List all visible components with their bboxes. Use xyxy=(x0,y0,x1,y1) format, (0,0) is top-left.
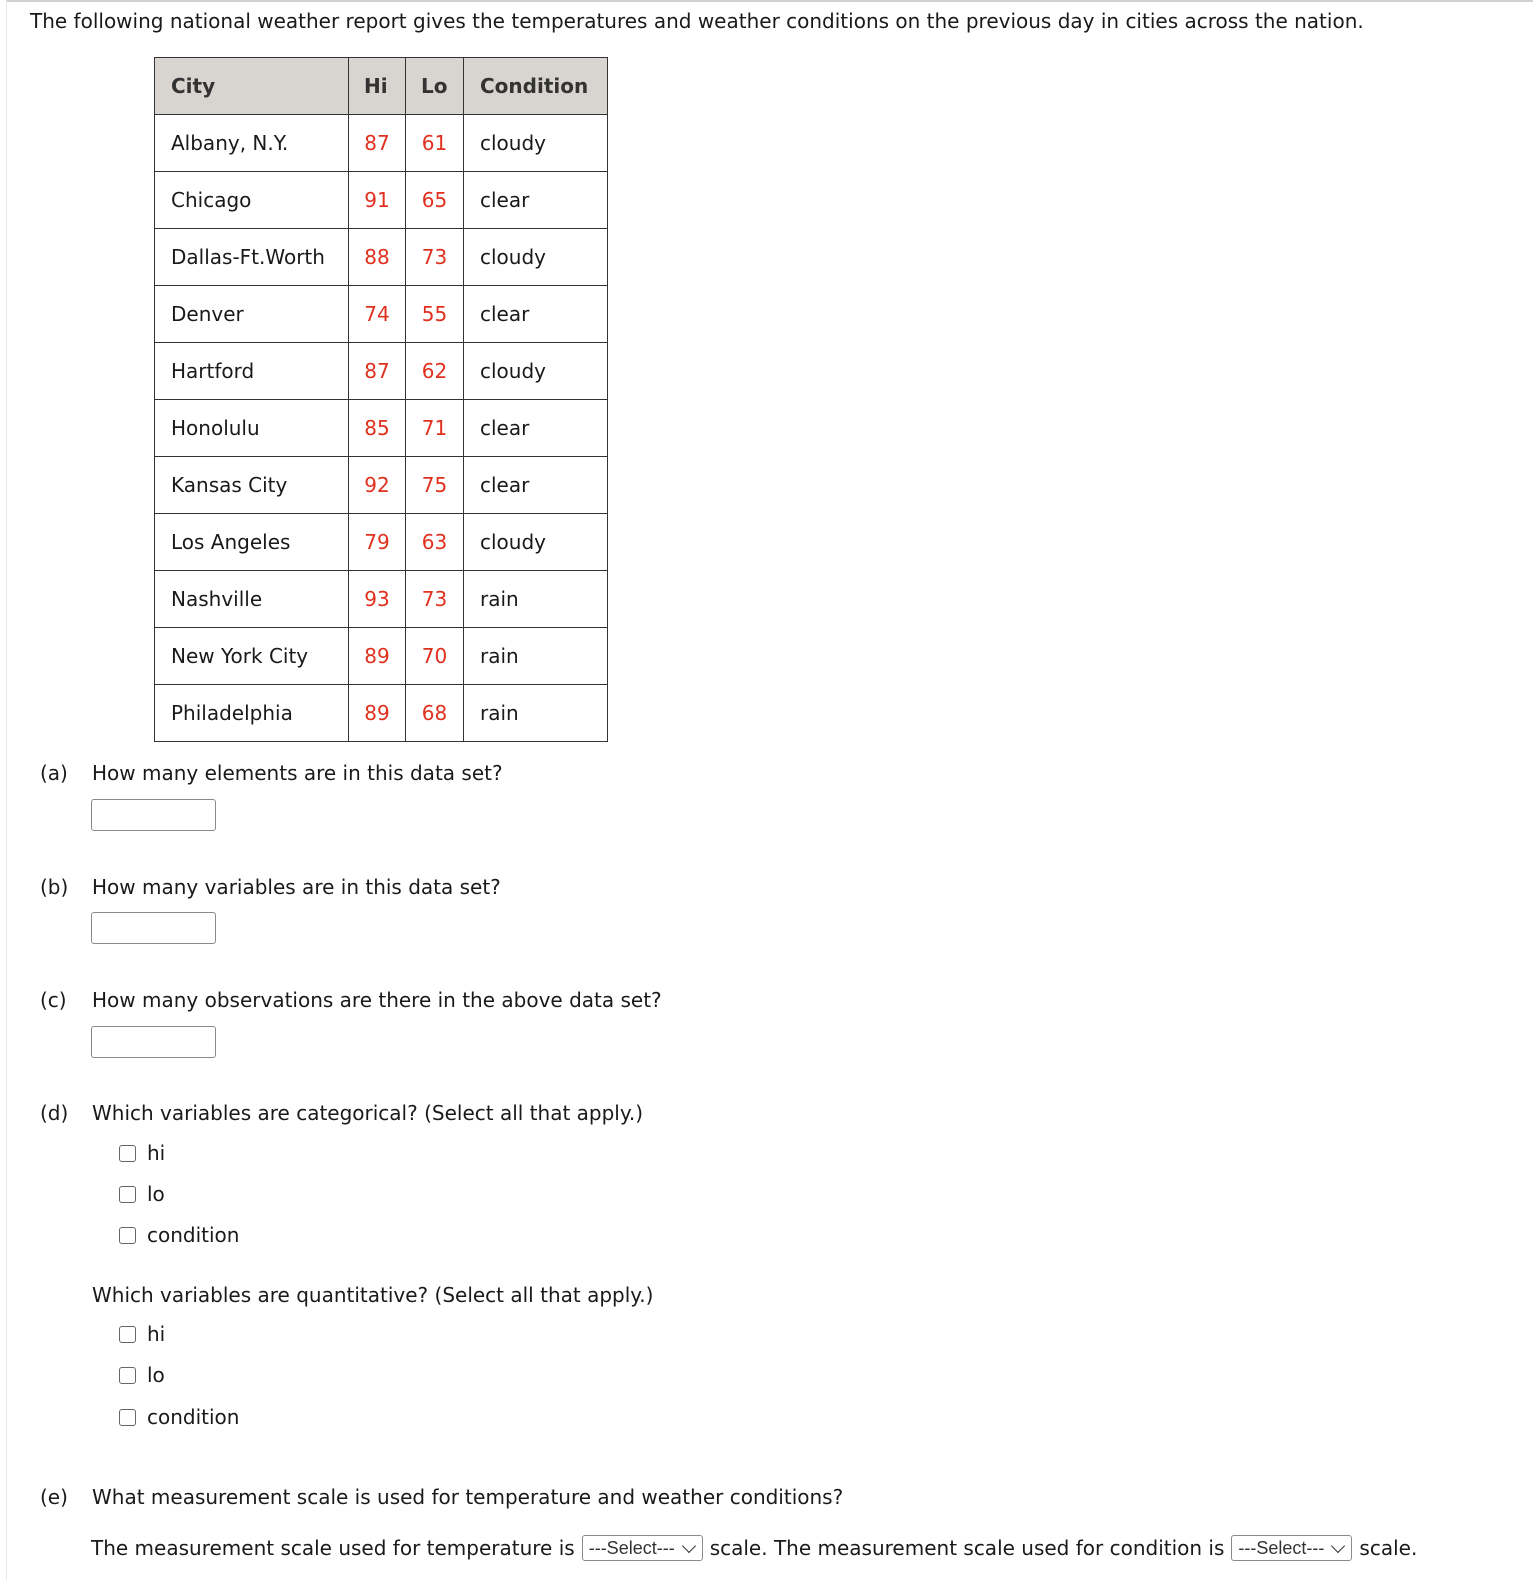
option-label: hi xyxy=(147,1322,166,1346)
cell-city: New York City xyxy=(155,628,349,685)
cell-lo: 70 xyxy=(406,628,464,685)
answer-b-input[interactable] xyxy=(91,912,216,944)
categorical-option-lo[interactable] xyxy=(119,1182,165,1206)
cell-lo: 75 xyxy=(406,457,464,514)
scale-sentence xyxy=(91,1535,1417,1561)
header-lo: Lo xyxy=(406,58,464,115)
cell-condition: clear xyxy=(464,286,608,343)
checkbox[interactable] xyxy=(119,1409,136,1426)
quantitative-option-condition[interactable] xyxy=(119,1405,239,1429)
cell-hi: 87 xyxy=(349,115,406,172)
question-e-text: What measurement scale is used for temperature and weather conditions? xyxy=(92,1485,844,1509)
header-city: City xyxy=(155,58,349,115)
header-condition: Condition xyxy=(464,58,608,115)
question-c-letter: (c) xyxy=(40,988,67,1012)
scale-text-3: scale. xyxy=(1359,1536,1418,1560)
cell-city: Los Angeles xyxy=(155,514,349,571)
cell-city: Hartford xyxy=(155,343,349,400)
cell-lo: 55 xyxy=(406,286,464,343)
table-row xyxy=(155,457,608,514)
checkbox[interactable] xyxy=(119,1326,136,1343)
table-header-row xyxy=(155,58,608,115)
cell-condition: clear xyxy=(464,172,608,229)
question-a xyxy=(40,761,503,785)
question-b-letter: (b) xyxy=(40,875,69,899)
question-b-text: How many variables are in this data set? xyxy=(92,875,501,899)
select-value: ---Select--- xyxy=(588,1537,675,1558)
question-d-text: Which variables are categorical? (Select all that apply.) xyxy=(92,1101,643,1125)
top-border xyxy=(6,0,1533,2)
table-row xyxy=(155,400,608,457)
cell-hi: 89 xyxy=(349,628,406,685)
cell-condition: rain xyxy=(464,628,608,685)
table-row xyxy=(155,172,608,229)
left-border xyxy=(6,0,7,1580)
cell-city: Nashville xyxy=(155,571,349,628)
answer-c-input[interactable] xyxy=(91,1026,216,1058)
answer-a-input[interactable] xyxy=(91,799,216,831)
cell-city: Chicago xyxy=(155,172,349,229)
cell-hi: 89 xyxy=(349,685,406,742)
cell-city: Honolulu xyxy=(155,400,349,457)
option-label: hi xyxy=(147,1141,166,1165)
question-a-text: How many elements are in this data set? xyxy=(92,761,503,785)
cell-hi: 88 xyxy=(349,229,406,286)
checkbox[interactable] xyxy=(119,1367,136,1384)
cell-city: Albany, N.Y. xyxy=(155,115,349,172)
cell-hi: 93 xyxy=(349,571,406,628)
question-c-text: How many observations are there in the above data set? xyxy=(92,988,662,1012)
intro-text: The following national weather report gives the temperatures and weather conditions on the previous day in cities across the nation. xyxy=(30,9,1364,33)
question-d xyxy=(40,1101,643,1125)
cell-condition: clear xyxy=(464,457,608,514)
scale-text-2: scale. The measurement scale used for condition is xyxy=(709,1536,1225,1560)
cell-lo: 68 xyxy=(406,685,464,742)
table-row xyxy=(155,571,608,628)
option-label: lo xyxy=(147,1363,165,1387)
cell-city: Philadelphia xyxy=(155,685,349,742)
table-row xyxy=(155,115,608,172)
cell-hi: 74 xyxy=(349,286,406,343)
scale-text-1: The measurement scale used for temperature is xyxy=(91,1536,575,1560)
cell-city: Kansas City xyxy=(155,457,349,514)
question-d-quantitative: Which variables are quantitative? (Select all that apply.) xyxy=(92,1283,654,1307)
checkbox[interactable] xyxy=(119,1186,136,1203)
chevron-down-icon xyxy=(682,1538,696,1552)
cell-hi: 87 xyxy=(349,343,406,400)
select-value: ---Select--- xyxy=(1238,1537,1325,1558)
quantitative-option-lo[interactable] xyxy=(119,1363,165,1387)
cell-condition: cloudy xyxy=(464,514,608,571)
cell-lo: 62 xyxy=(406,343,464,400)
cell-hi: 92 xyxy=(349,457,406,514)
question-e-letter: (e) xyxy=(40,1485,68,1509)
cell-lo: 61 xyxy=(406,115,464,172)
option-label: condition xyxy=(147,1223,240,1247)
table-row xyxy=(155,286,608,343)
cell-condition: cloudy xyxy=(464,343,608,400)
cell-lo: 73 xyxy=(406,229,464,286)
cell-hi: 79 xyxy=(349,514,406,571)
categorical-option-condition[interactable] xyxy=(119,1223,239,1247)
checkbox[interactable] xyxy=(119,1227,136,1244)
question-a-letter: (a) xyxy=(40,761,68,785)
cell-condition: cloudy xyxy=(464,229,608,286)
cell-city: Dallas-Ft.Worth xyxy=(155,229,349,286)
question-c xyxy=(40,988,662,1012)
option-label: lo xyxy=(147,1182,165,1206)
header-hi: Hi xyxy=(349,58,406,115)
cell-hi: 91 xyxy=(349,172,406,229)
cell-lo: 65 xyxy=(406,172,464,229)
cell-lo: 63 xyxy=(406,514,464,571)
condition-scale-select[interactable] xyxy=(1231,1535,1352,1561)
cell-condition: rain xyxy=(464,571,608,628)
categorical-option-hi[interactable] xyxy=(119,1141,165,1165)
question-e xyxy=(40,1485,843,1509)
chevron-down-icon xyxy=(1331,1538,1345,1552)
cell-condition: clear xyxy=(464,400,608,457)
quantitative-option-hi[interactable] xyxy=(119,1322,165,1346)
cell-condition: cloudy xyxy=(464,115,608,172)
checkbox[interactable] xyxy=(119,1145,136,1162)
table-row xyxy=(155,685,608,742)
table-row xyxy=(155,514,608,571)
table-row xyxy=(155,229,608,286)
cell-city: Denver xyxy=(155,286,349,343)
option-label: condition xyxy=(147,1405,240,1429)
table-row xyxy=(155,343,608,400)
question-d-letter: (d) xyxy=(40,1101,69,1125)
temperature-scale-select[interactable] xyxy=(582,1535,703,1561)
cell-lo: 73 xyxy=(406,571,464,628)
cell-hi: 85 xyxy=(349,400,406,457)
question-b xyxy=(40,875,501,899)
weather-table xyxy=(154,57,608,742)
cell-lo: 71 xyxy=(406,400,464,457)
cell-condition: rain xyxy=(464,685,608,742)
table-row xyxy=(155,628,608,685)
